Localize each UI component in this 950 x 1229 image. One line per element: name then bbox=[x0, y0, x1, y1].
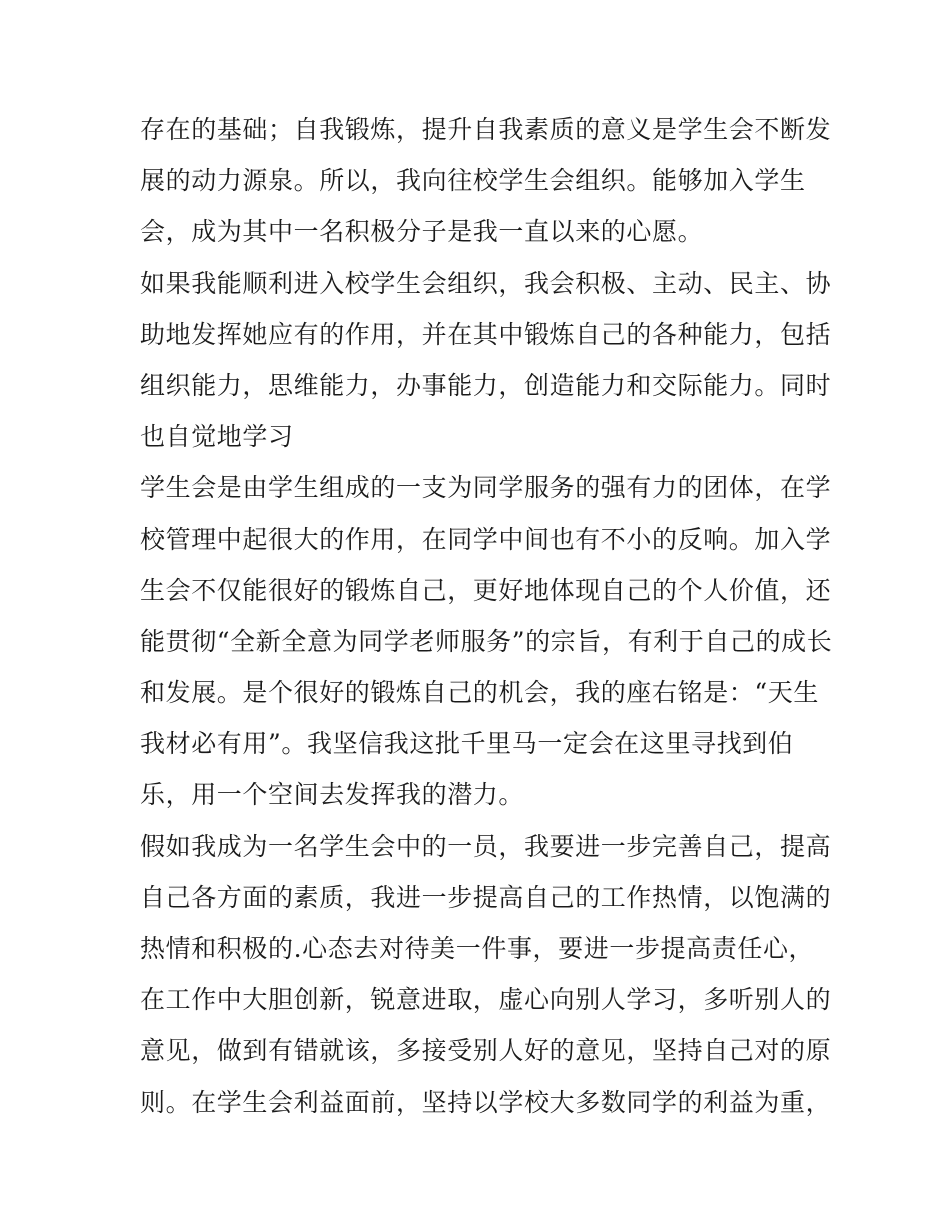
text-line: 展的动力源泉。所以，我向往校学生会组织。能够加入学生 bbox=[140, 166, 806, 196]
document-body bbox=[140, 104, 833, 1128]
text-line: 我材必有用”。我坚信我这批千里马一定会在这里寻找到伯 bbox=[140, 729, 794, 759]
text-line: 如果我能顺利进入校学生会组织，我会积极、主动、民主、协 bbox=[140, 268, 832, 298]
text-line: 乐，用一个空间去发挥我的潜力。 bbox=[140, 780, 525, 810]
text-line: 意见，做到有错就该，多接受别人好的意见，坚持自己对的原 bbox=[140, 1036, 832, 1066]
text-line: 热情和积极的.心态去对待美一件事，要进一步提高责任心， bbox=[140, 934, 815, 963]
text-line: 存在的基础；自我锻炼，提升自我素质的意义是学生会不断发 bbox=[140, 115, 832, 144]
text-line: 假如我成为一名学生会中的一员，我要进一步完善自己，提高 bbox=[140, 831, 832, 861]
text-line: 校管理中起很大的作用，在同学中间也有不小的反响。加入学 bbox=[140, 524, 832, 554]
text-line: 能贯彻“全新全意为同学老师服务”的宗旨，有利于自己的成长 bbox=[140, 626, 833, 656]
text-line: 也自觉地学习 bbox=[140, 422, 294, 452]
text-line: 会，成为其中一名积极分子是我一直以来的心愿。 bbox=[140, 217, 704, 247]
text-line: 则。在学生会利益面前，坚持以学校大多数同学的利益为重， bbox=[140, 1087, 832, 1117]
text-line: 学生会是由学生组成的一支为同学服务的强有力的团体，在学 bbox=[140, 473, 832, 503]
text-line: 在工作中大胆创新，锐意进取，虚心向别人学习，多听别人的 bbox=[140, 985, 832, 1015]
text-line: 生会不仅能很好的锻炼自己，更好地体现自己的个人价值，还 bbox=[140, 575, 832, 605]
text-line: 和发展。是个很好的锻炼自己的机会，我的座右铭是：“天生 bbox=[140, 678, 819, 708]
text-line: 组织能力，思维能力，办事能力，创造能力和交际能力。同时 bbox=[140, 370, 832, 400]
text-line: 自己各方面的素质，我进一步提高自己的工作热情，以饱满的 bbox=[140, 882, 832, 912]
text-line: 助地发挥她应有的作用，并在其中锻炼自己的各种能力，包括 bbox=[140, 319, 832, 349]
